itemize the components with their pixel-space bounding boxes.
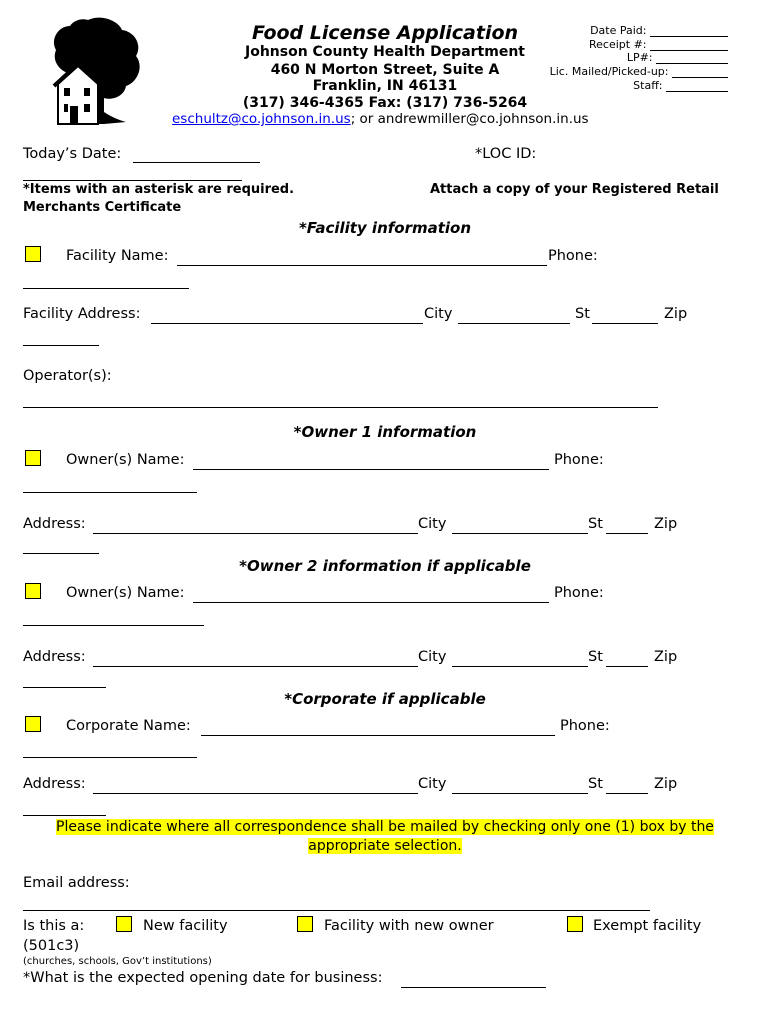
owner2-phone-label: Phone:: [554, 585, 604, 601]
department-street: 460 N Morton Street, Suite A: [270, 62, 500, 78]
exempt-note: (churches, schools, Gov’t institutions): [23, 956, 212, 967]
facility-city-label: City: [424, 306, 453, 322]
new-facility-label: New facility: [143, 918, 228, 934]
tree-house-logo: [48, 16, 144, 126]
new-owner-label: Facility with new owner: [324, 918, 494, 934]
facility-st-field[interactable]: [592, 323, 658, 324]
facility-phone-field[interactable]: [23, 288, 189, 289]
owner1-phone-label: Phone:: [554, 452, 604, 468]
todays-date-label: Today’s Date:: [23, 146, 122, 162]
owner1-st-field[interactable]: [606, 533, 648, 534]
facility-name-field[interactable]: [177, 265, 547, 266]
office-lp: LP#:: [627, 51, 728, 64]
correspondence-note: [0, 818, 770, 856]
owner1-name-label: Owner(s) Name:: [66, 452, 185, 468]
corporate-st-label: St: [588, 776, 603, 792]
email-link[interactable]: eschultz@co.johnson.in.us: [172, 111, 351, 127]
facility-st-label: St: [575, 306, 590, 322]
owner1-zip-label: Zip: [654, 516, 678, 532]
loc-id-field[interactable]: [23, 180, 242, 181]
todays-date-field[interactable]: [133, 162, 260, 163]
corporate-city-field[interactable]: [452, 793, 588, 794]
facility-heading: *Facility information: [298, 219, 472, 237]
email-address-field[interactable]: [23, 910, 650, 911]
owner2-city-label: City: [418, 649, 447, 665]
merchants-note: Merchants Certificate: [23, 200, 182, 215]
facility-name-label: Facility Name:: [66, 248, 169, 264]
facility-address-field[interactable]: [151, 323, 423, 324]
email-address-label: Email address:: [23, 875, 130, 891]
office-date-paid: Date Paid:: [590, 24, 728, 37]
corporate-checkbox[interactable]: [25, 716, 41, 732]
new-owner-checkbox[interactable]: [297, 916, 313, 932]
facility-zip-field[interactable]: [23, 345, 99, 346]
exempt-facility-label: Exempt facility: [593, 918, 702, 934]
owner2-checkbox[interactable]: [25, 583, 41, 599]
office-lic-mailed: Lic. Mailed/Picked-up:: [550, 65, 728, 78]
office-staff: Staff:: [633, 79, 728, 92]
owner2-zip-field[interactable]: [23, 687, 106, 688]
owner1-name-field[interactable]: [193, 469, 549, 470]
owner2-address-label: Address:: [23, 649, 86, 665]
loc-id-label: *LOC ID:: [475, 146, 537, 162]
corporate-st-field[interactable]: [606, 793, 648, 794]
corporate-address-field[interactable]: [93, 793, 418, 794]
corporate-name-field[interactable]: [201, 735, 555, 736]
owner2-heading: *Owner 2 information if applicable: [239, 557, 531, 575]
attach-note: Attach a copy of your Registered Retail: [430, 182, 719, 197]
facility-city-field[interactable]: [458, 323, 570, 324]
owner1-zip-field[interactable]: [23, 553, 99, 554]
operators-field[interactable]: [23, 407, 658, 408]
owner2-address-field[interactable]: [93, 666, 418, 667]
correspondence-line-1: Please indicate where all correspondence shall be mailed by checking only one (1) box by the: [56, 819, 714, 835]
operators-label: Operator(s):: [23, 368, 112, 384]
owner2-phone-field[interactable]: [23, 625, 204, 626]
corporate-address-label: Address:: [23, 776, 86, 792]
owner1-phone-field[interactable]: [23, 492, 197, 493]
owner1-city-field[interactable]: [452, 533, 588, 534]
owner1-checkbox[interactable]: [25, 450, 41, 466]
corporate-name-label: Corporate Name:: [66, 718, 191, 734]
facility-checkbox[interactable]: [25, 246, 41, 262]
opening-date-label: *What is the expected opening date for business:: [23, 970, 383, 986]
contact-emails: [172, 111, 589, 127]
owner1-st-label: St: [588, 516, 603, 532]
corporate-heading: *Corporate if applicable: [284, 690, 486, 708]
owner2-st-label: St: [588, 649, 603, 665]
required-note: *Items with an asterisk are required.: [23, 182, 295, 197]
facility-phone-label: Phone:: [548, 248, 598, 264]
owner1-address-field[interactable]: [93, 533, 418, 534]
facility-zip-label: Zip: [664, 306, 688, 322]
department-city: Franklin, IN 46131: [312, 78, 458, 94]
corporate-city-label: City: [418, 776, 447, 792]
owner2-zip-label: Zip: [654, 649, 678, 665]
corporate-phone-field[interactable]: [23, 757, 197, 758]
office-receipt: Receipt #:: [589, 38, 728, 51]
facility-type-label: Is this a:: [23, 918, 85, 934]
corporate-zip-label: Zip: [654, 776, 678, 792]
corporate-phone-label: Phone:: [560, 718, 610, 734]
exempt-facility-checkbox[interactable]: [567, 916, 583, 932]
facility-address-label: Facility Address:: [23, 306, 141, 322]
new-facility-checkbox[interactable]: [116, 916, 132, 932]
opening-date-field[interactable]: [401, 987, 546, 988]
owner1-address-label: Address:: [23, 516, 86, 532]
corporate-zip-field[interactable]: [23, 815, 106, 816]
owner1-city-label: City: [418, 516, 447, 532]
owner1-heading: *Owner 1 information: [293, 423, 477, 441]
owner2-city-field[interactable]: [452, 666, 588, 667]
department-name: Johnson County Health Department: [245, 44, 525, 60]
correspondence-line-2: appropriate selection.: [308, 838, 462, 854]
exempt-code: (501c3): [23, 938, 80, 954]
form-title: Food License Application: [251, 22, 519, 44]
department-phone-fax: (317) 346-4365 Fax: (317) 736-5264: [242, 95, 528, 111]
owner2-name-field[interactable]: [193, 602, 549, 603]
owner2-name-label: Owner(s) Name:: [66, 585, 185, 601]
owner2-st-field[interactable]: [606, 666, 648, 667]
email-alternate: ; or andrewmiller@co.johnson.in.us: [350, 111, 589, 127]
